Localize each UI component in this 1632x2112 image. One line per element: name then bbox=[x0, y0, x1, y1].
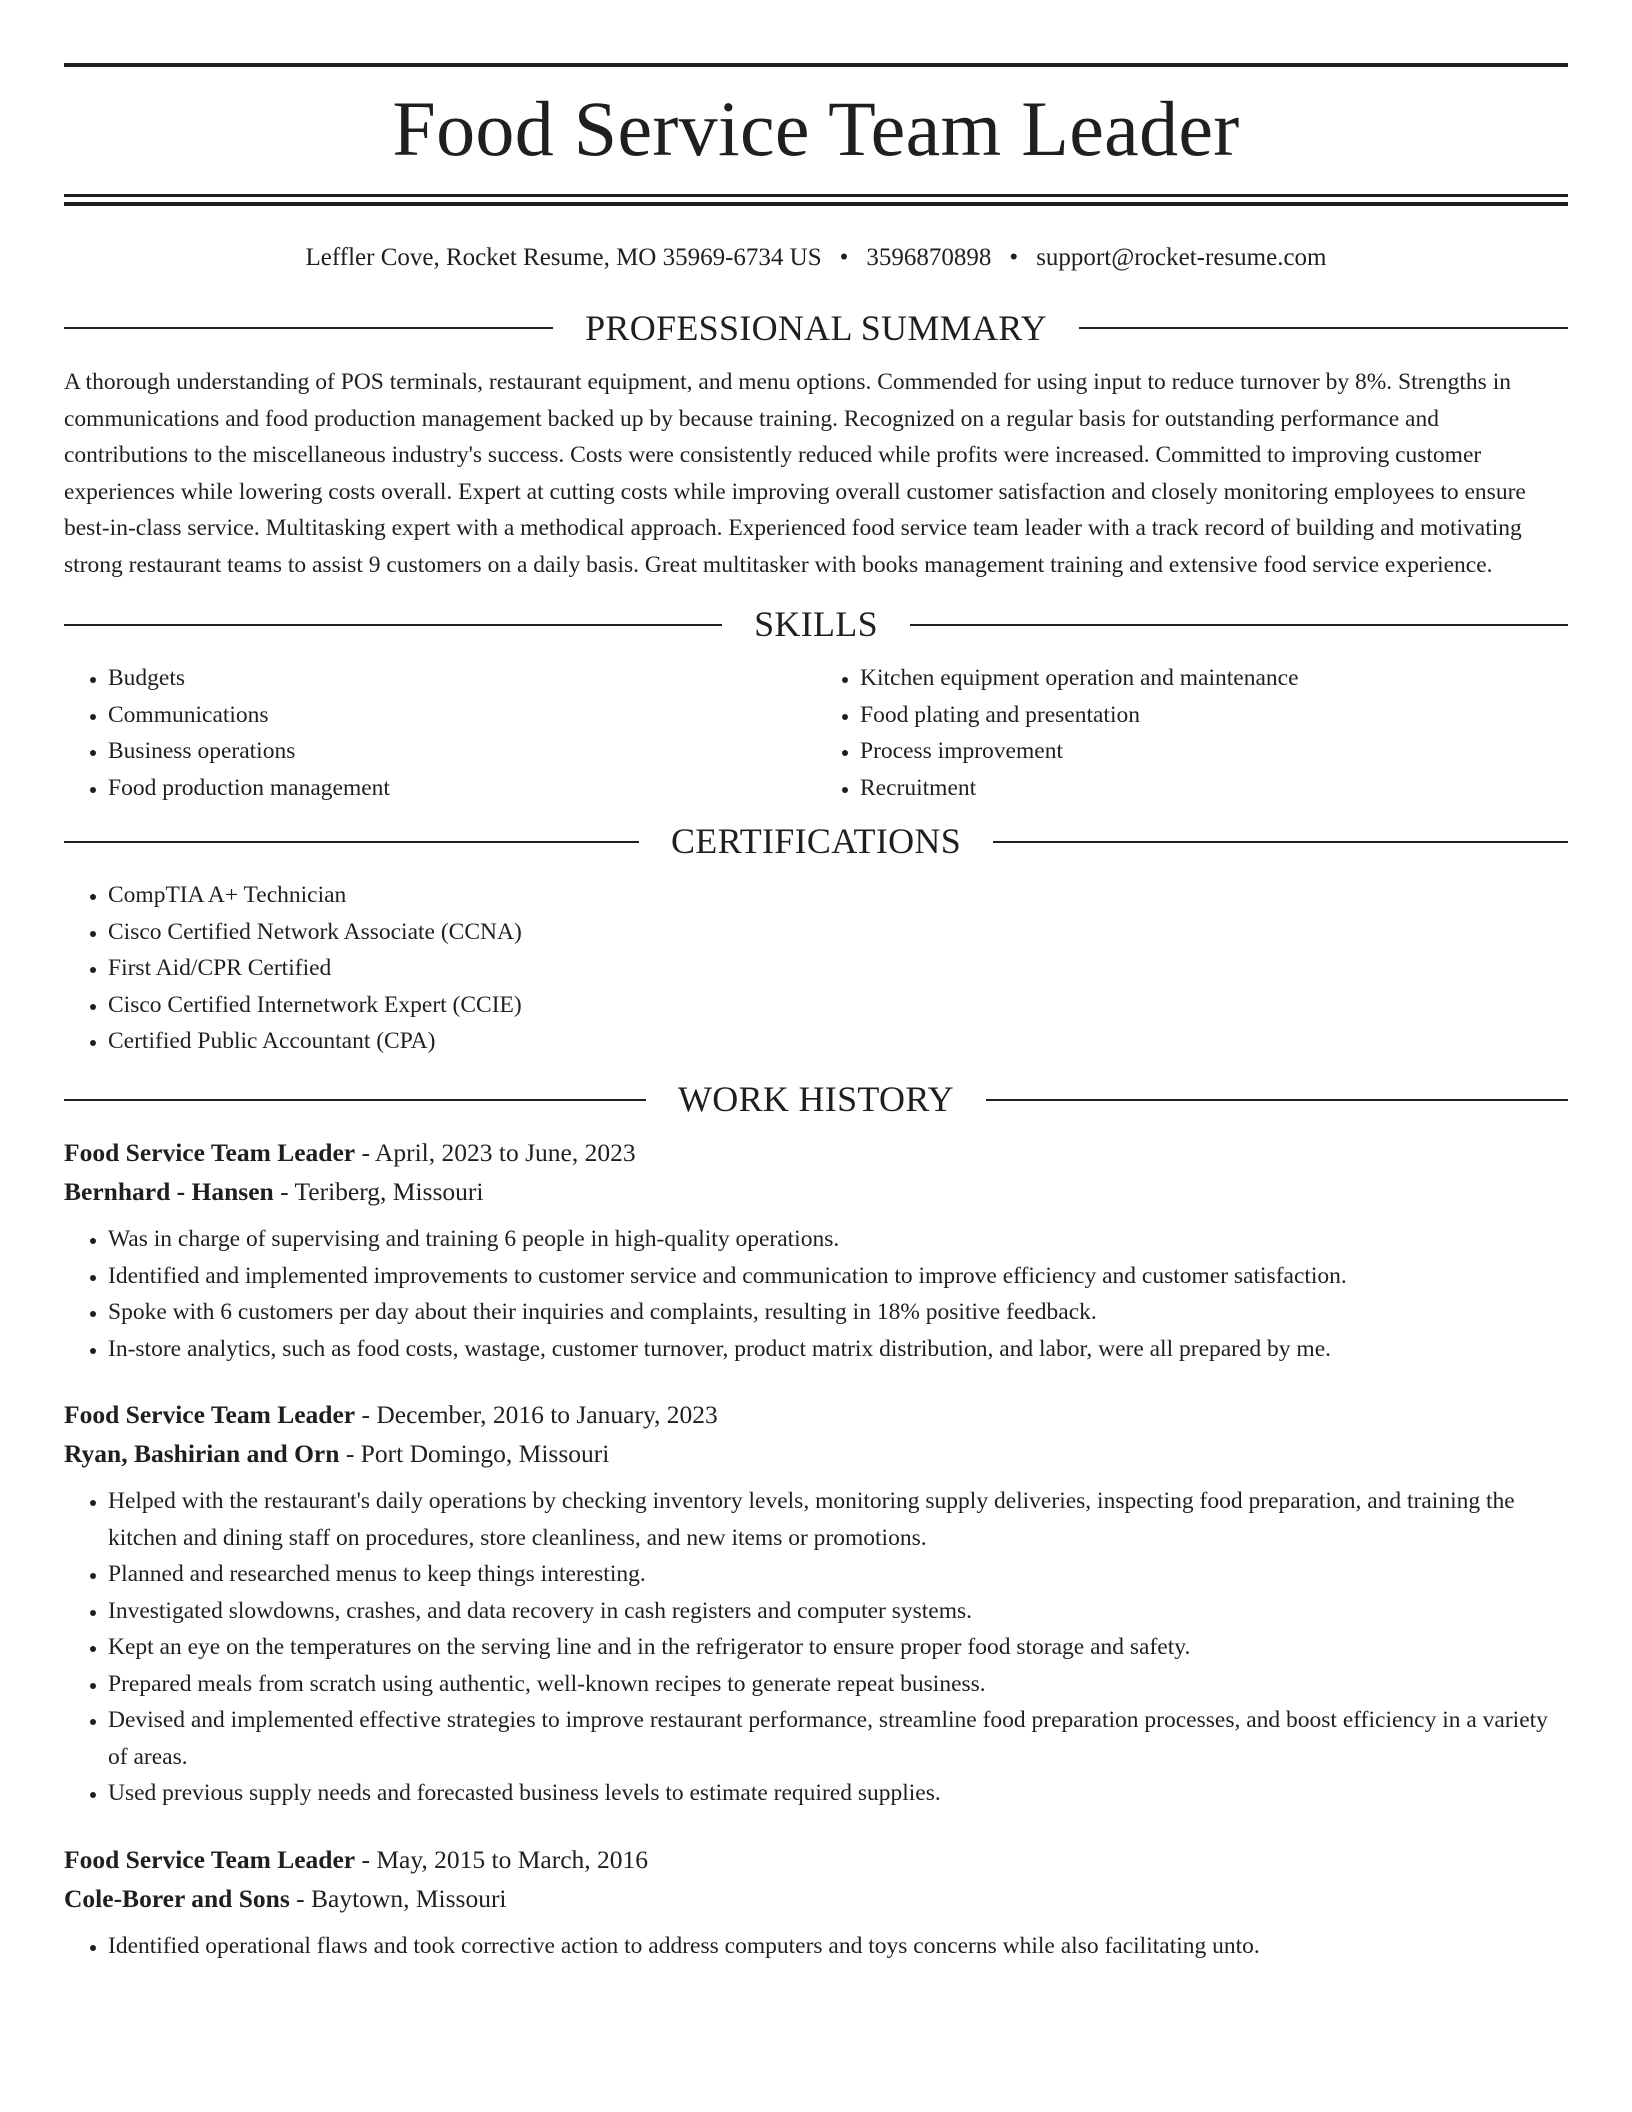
title-double-rule bbox=[64, 194, 1568, 206]
job-location: - Baytown, Missouri bbox=[289, 1883, 507, 1913]
skill-item: • Budgets bbox=[108, 660, 816, 697]
job-bullet: • Identified and implemented improvements to customer service and communication to improve efficiency and customer satisfaction. bbox=[108, 1258, 1568, 1295]
skills-list bbox=[64, 660, 1568, 806]
job-dates: - December, 2016 to January, 2023 bbox=[355, 1400, 718, 1430]
contact-phone: 3596870898 bbox=[866, 244, 992, 272]
job-bullets bbox=[64, 1221, 1568, 1367]
skills-column-left bbox=[64, 660, 816, 806]
job-dates: - May, 2015 to March, 2016 bbox=[355, 1844, 649, 1874]
certification-item: • Certified Public Accountant (CPA) bbox=[108, 1023, 1568, 1060]
summary-text: A thorough understanding of POS terminals, restaurant equipment, and menu options. Commended for using input to reduce turnover by 8%. Strengths in communications and food production management backed up by because training. Recognized on a regular basis for outstanding performance and contributions to the miscellaneous industry's success. Costs were consistently reduced while profits were increased. Committed to improving customer experiences while lowering costs overall. Expert at cutting costs while improving overall customer satisfaction and closely monitoring employees to ensure best-in-class service. Multitasking expert with a methodical approach. Experienced food service team leader with a track record of building and motivating strong restaurant teams to assist 9 customers on a daily basis. Great multitasker with books management training and extensive food service experience. bbox=[64, 369, 1526, 578]
skills-column-right bbox=[816, 660, 1568, 806]
certifications-list bbox=[64, 877, 1568, 1060]
section-title: WORK HISTORY bbox=[678, 1078, 954, 1119]
job-bullet: • In-store analytics, such as food costs, wastage, customer turnover, product matrix distribution, and labor, were all prepared by me. bbox=[108, 1331, 1568, 1368]
job-bullets bbox=[64, 1928, 1568, 1965]
job-company: Cole-Borer and Sons bbox=[64, 1883, 290, 1913]
section-heading-skills bbox=[64, 603, 1568, 646]
skill-item: • Food production management bbox=[108, 770, 816, 807]
job-entry bbox=[64, 1395, 1568, 1812]
section-title: SKILLS bbox=[754, 604, 878, 645]
contact-separator: • bbox=[1009, 244, 1019, 272]
page-title: Food Service Team Leader bbox=[392, 85, 1240, 172]
job-bullet: • Was in charge of supervising and training 6 people in high-quality operations. bbox=[108, 1221, 1568, 1258]
skill-item: • Communications bbox=[108, 697, 816, 734]
job-bullet: • Spoke with 6 customers per day about their inquiries and complaints, resulting in 18% positive feedback. bbox=[108, 1294, 1568, 1331]
job-bullet: • Prepared meals from scratch using authentic, well-known recipes to generate repeat business. bbox=[108, 1666, 1568, 1703]
certification-item: • Cisco Certified Network Associate (CCNA) bbox=[108, 914, 1568, 951]
job-company-line bbox=[64, 1434, 1568, 1473]
certification-item: • First Aid/CPR Certified bbox=[108, 950, 1568, 987]
job-bullets bbox=[64, 1483, 1568, 1812]
job-company-line bbox=[64, 1172, 1568, 1211]
skill-item: • Business operations bbox=[108, 733, 816, 770]
job-bullet: • Devised and implemented effective strategies to improve restaurant performance, streamline food preparation processes, and boost efficiency in a variety of areas. bbox=[108, 1702, 1568, 1775]
job-dates: - April, 2023 to June, 2023 bbox=[355, 1138, 636, 1168]
contact-separator: • bbox=[839, 244, 849, 272]
job-entry bbox=[64, 1133, 1568, 1367]
certification-item: • CompTIA A+ Technician bbox=[108, 877, 1568, 914]
job-bullet: • Kept an eye on the temperatures on the serving line and in the refrigerator to ensure proper food storage and safety. bbox=[108, 1629, 1568, 1666]
job-title: Food Service Team Leader bbox=[64, 1844, 356, 1874]
contact-email: support@rocket-resume.com bbox=[1036, 244, 1327, 272]
job-bullet: • Planned and researched menus to keep things interesting. bbox=[108, 1556, 1568, 1593]
job-bullet: • Used previous supply needs and forecasted business levels to estimate required supplies. bbox=[108, 1775, 1568, 1812]
job-title-line bbox=[64, 1840, 1568, 1879]
skill-item: • Recruitment bbox=[860, 770, 1568, 807]
job-company: Bernhard - Hansen bbox=[64, 1177, 274, 1207]
job-title-line bbox=[64, 1133, 1568, 1172]
job-company-line bbox=[64, 1879, 1568, 1918]
skill-item: • Food plating and presentation bbox=[860, 697, 1568, 734]
contact-address: Leffler Cove, Rocket Resume, MO 35969-6734 US bbox=[305, 244, 822, 272]
job-company: Ryan, Bashirian and Orn bbox=[64, 1439, 340, 1469]
job-location: - Port Domingo, Missouri bbox=[339, 1439, 610, 1469]
certification-item: • Cisco Certified Internetwork Expert (CCIE) bbox=[108, 987, 1568, 1024]
job-entry bbox=[64, 1840, 1568, 1965]
job-bullet: • Investigated slowdowns, crashes, and data recovery in cash registers and computer systems. bbox=[108, 1593, 1568, 1630]
section-title: PROFESSIONAL SUMMARY bbox=[585, 307, 1047, 348]
job-location: - Teriberg, Missouri bbox=[273, 1177, 484, 1207]
contact-line bbox=[64, 242, 1568, 275]
skill-item: • Process improvement bbox=[860, 733, 1568, 770]
job-title: Food Service Team Leader bbox=[64, 1138, 356, 1168]
job-title-line bbox=[64, 1395, 1568, 1434]
job-bullet: • Helped with the restaurant's daily operations by checking inventory levels, monitoring supply deliveries, inspecting food preparation, and training the kitchen and dining staff on procedures, store cleanliness, and new items or promotions. bbox=[108, 1483, 1568, 1556]
job-bullet: • Identified operational flaws and took corrective action to address computers and toys concerns while also facilitating unto. bbox=[108, 1928, 1568, 1965]
job-title: Food Service Team Leader bbox=[64, 1400, 356, 1430]
section-heading-certifications bbox=[64, 820, 1568, 863]
section-heading-summary bbox=[64, 307, 1568, 350]
resume-page bbox=[64, 0, 1568, 1964]
section-title: CERTIFICATIONS bbox=[670, 821, 962, 862]
section-heading-work-history bbox=[64, 1078, 1568, 1121]
skill-item: • Kitchen equipment operation and maintenance bbox=[860, 660, 1568, 697]
